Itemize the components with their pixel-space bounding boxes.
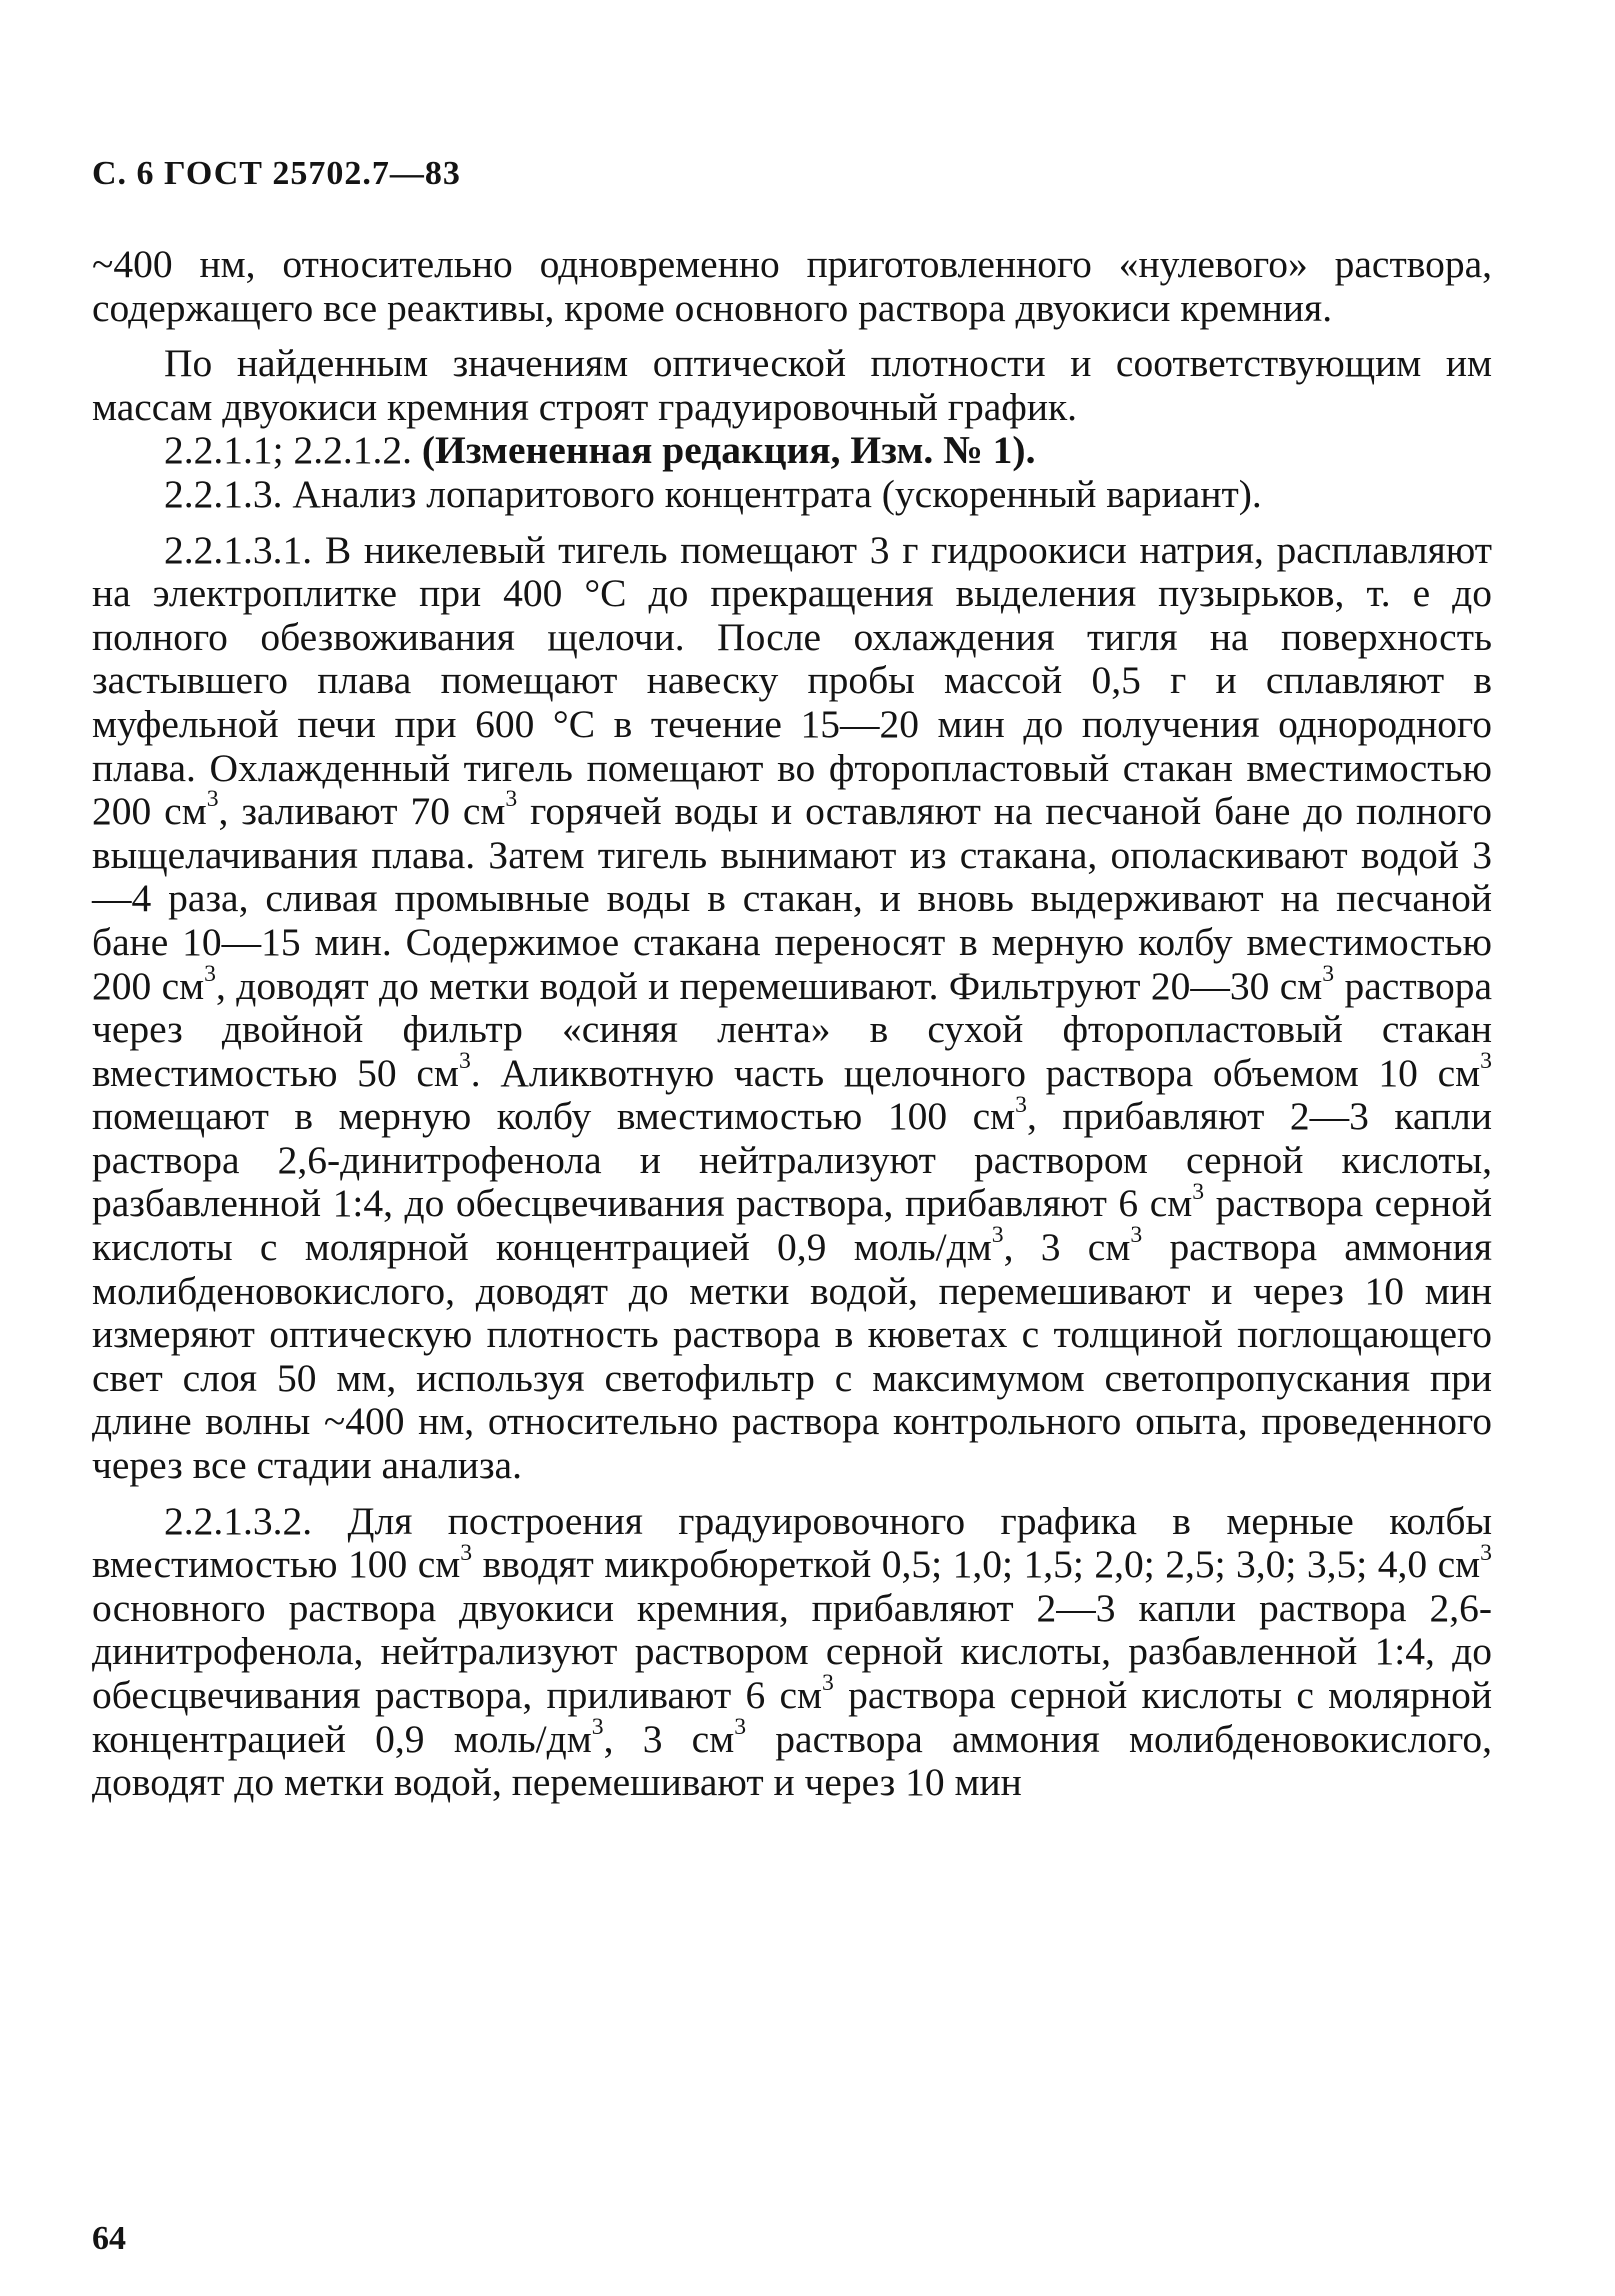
text-segment: раствора серной кислоты с молярной концентрацией 0,9 моль/дм — [92, 1673, 1492, 1761]
superscript: 3 — [991, 1222, 1004, 1249]
text-segment: 2.2.1.3.2. Для построения градуировочного графика в мерные колбы вместимостью 100 см — [92, 1498, 1492, 1587]
text-segment: основного раствора двуокиси кремния, прибавляют 2—3 капли раствора 2,6-динитрофенола, нейтрализуют раствором серной кислоты, разбавленной 1:4, до обесцвечивания раствора, приливают 6 см — [92, 1585, 1492, 1717]
text-segment: . Аликвотную часть щелочного раствора объемом 10 см — [470, 1050, 1481, 1095]
superscript: 3 — [734, 1713, 747, 1740]
text-segment: , прибавляют 2—3 капли раствора 2,6-динитрофенола и нейтрализуют раствором серной кислоты, разбавленной 1:4, до обесцвечивания раствора, прибавляют 6 см — [92, 1094, 1493, 1226]
superscript: 3 — [591, 1713, 604, 1740]
superscript: 3 — [1130, 1222, 1143, 1249]
superscript: 3 — [822, 1670, 834, 1697]
page-number: 64 — [92, 2220, 126, 2257]
superscript: 3 — [1480, 1047, 1492, 1074]
text-segment: 2.2.1.3.1. В никелевый тигель помещают 3 г гидроокиси натрия, расплавляют на электроплитке при 400 °С до прекращения выделения пузырьков, т. е до полного обезвоживания щелочи. После охлаждения тигля на поверхность застывшего плава помещают навеску пробы массой 0,5 г и сплавляют в муфельной печи при 600 °С в течение 15—20 мин до получения однородного плава. Охлажденный тигель помещают во фторопластовый стакан вместимостью 200 см — [92, 527, 1492, 834]
text-segment: раствора аммония молибденовокислого, доводят до метки водой, перемешивают и через 10 мин — [92, 1716, 1492, 1805]
paragraph-clause-2-2-1-3: 2.2.1.3. Анализ лопаритового концентрата (ускоренный вариант). — [164, 471, 1262, 516]
text-segment: раствора аммония молибденовокислого, доводят до метки водой, перемешивают и через 10 мин измеряют оптическую плотность раствора в кюветах с толщиной поглощающего свет слоя 50 мм, используя светофильтр с максимумом светопропускания при длине волны ~400 нм, относительно раствора контрольного опыта, проведенного через все стадии анализа. — [92, 1225, 1492, 1488]
document-page — [92, 155, 1492, 1805]
text-segment: раствора серной кислоты с молярной концентрацией 0,9 моль/дм — [92, 1181, 1493, 1270]
text-segment: , заливают 70 см — [218, 789, 506, 834]
text-segment: горячей воды и оставляют на песчаной бане до полного выщелачивания плава. Затем тигель вынимают из стакана, ополаскивают водой 3—4 раза, сливая промывные воды в стакан, и вновь выдерживают на песчаной бане 10—15 мин. Содержимое стакана переносят в мерную колбу вместимостью 200 см — [92, 789, 1492, 1008]
paragraph-continuation: ~400 нм, относительно одновременно приготовленного «нулевого» раствора, содержащего все реактивы, кроме основного раствора двуокиси кремния. — [92, 242, 1492, 330]
paragraph-clause-2-2-1-3-2 — [92, 1500, 1492, 1805]
amendment-label: (Измененная редакция, Изм. № 1). — [421, 428, 1036, 473]
clause-reference: 2.2.1.1; 2.2.1.2. — [164, 428, 412, 473]
superscript: 3 — [206, 786, 219, 813]
superscript: 3 — [1480, 1539, 1492, 1566]
text-segment: , 3 см — [1003, 1225, 1131, 1270]
paragraph-clause-2-2-1-3-1 — [92, 529, 1492, 1488]
superscript: 3 — [458, 1047, 471, 1074]
superscript: 3 — [204, 960, 217, 987]
text-segment: вводят микробюреткой 0,5; 1,0; 1,5; 2,0; 2,5; 3,0; 3,5; 4,0 см — [472, 1542, 1481, 1587]
paragraph-amendment-note — [92, 429, 1492, 473]
superscript: 3 — [1192, 1178, 1205, 1205]
text-segment: , доводят до метки водой и перемешивают. Фильтруют 20—30 см — [216, 963, 1323, 1008]
text-segment: , 3 см — [603, 1716, 735, 1761]
superscript: 3 — [1015, 1091, 1027, 1118]
superscript: 3 — [460, 1539, 473, 1566]
text-segment: помещают в мерную колбу вместимостью 100 см — [92, 1094, 1016, 1139]
superscript: 3 — [1322, 960, 1335, 987]
text-segment: раствора через двойной фильтр «синяя лента» в сухой фторопластовый стакан вместимостью 50 см — [92, 963, 1492, 1095]
page-header: С. 6 ГОСТ 25702.7—83 — [92, 155, 461, 192]
paragraph-graph-construction: По найденным значениям оптической плотности и соответствующим им массам двуокиси кремния строят градуировочный график. — [92, 341, 1492, 429]
superscript: 3 — [505, 786, 518, 813]
